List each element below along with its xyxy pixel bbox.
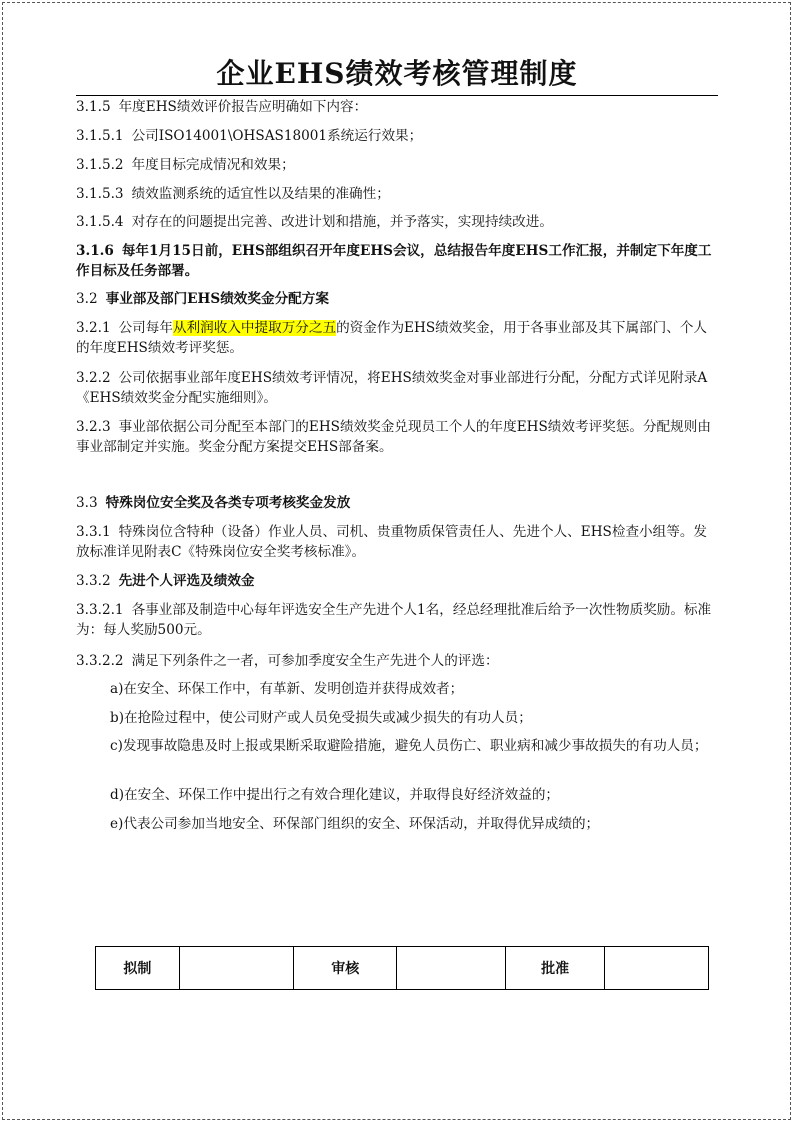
- section-3-2-heading: [76, 289, 720, 309]
- clause-3-2-1: [76, 318, 720, 358]
- clause-text: 先进个人评选及绩效金: [118, 573, 255, 589]
- clause-text: 公司每年: [118, 320, 173, 336]
- condition-c: c)发现事故隐患及时上报或果断采取避险措施，避免人员伤亡、职业病和减少事故损失的有功人员；: [110, 738, 708, 754]
- clause-3-1-5-4: [76, 212, 720, 232]
- clause-number: 3.1.5.3: [76, 186, 124, 202]
- clause-number: 3.1.5.4: [76, 214, 124, 230]
- clause-number: 3.2.3: [76, 419, 111, 435]
- clause-number: 3.1.5.1: [76, 128, 124, 144]
- condition-a: a)在安全、环保工作中，有革新、发明创造并获得成效者；: [110, 681, 464, 697]
- document-title: 企业EHS绩效考核管理制度: [216, 57, 578, 90]
- clause-text: 年度EHS绩效评价报告应明确如下内容：: [118, 99, 368, 115]
- clause-3-1-5: [76, 97, 720, 117]
- clause-3-3-2-1: [76, 600, 720, 640]
- clause-text: 公司ISO14001\OHSAS18001系统运行效果；: [131, 128, 423, 144]
- clause-text: 公司依据事业部年度EHS绩效考评情况，将EHS绩效奖金对事业部进行分配，分配方式详见附录A《EHS绩效奖金分配实施细则》。: [76, 370, 708, 406]
- prepared-label: 拟制: [96, 947, 180, 990]
- clause-number: 3.3.2.1: [76, 602, 124, 618]
- clause-number: 3.3.2.2: [76, 653, 124, 669]
- clause-3-1-5-3: [76, 184, 720, 204]
- reviewed-label: 审核: [294, 947, 397, 990]
- approved-field[interactable]: [605, 947, 709, 990]
- clause-number: 3.3.2: [76, 573, 111, 589]
- reviewed-field[interactable]: [397, 947, 506, 990]
- clause-number: 3.3: [76, 495, 98, 511]
- clause-3-2-2: [76, 368, 720, 408]
- clause-3-3-2: [76, 571, 720, 591]
- clause-text: 满足下列条件之一者，可参加季度安全生产先进个人的评选：: [131, 653, 499, 669]
- condition-d: d)在安全、环保工作中提出行之有效合理化建议，并取得良好经济效益的；: [110, 787, 560, 803]
- highlighted-text: 从利润收入中提取万分之五: [172, 320, 337, 336]
- clause-3-1-5-2: [76, 155, 720, 175]
- clause-number: 3.1.5.2: [76, 157, 124, 173]
- clause-text: 年度目标完成情况和效果；: [131, 157, 295, 173]
- condition-e: e)代表公司参加当地安全、环保部门组织的安全、环保活动，并取得优异成绩的；: [110, 816, 600, 832]
- clause-number: 3.2.2: [76, 370, 111, 386]
- clause-text: 特殊岗位含特种（设备）作业人员、司机、贵重物质保管责任人、先进个人、EHS检查小组等。发放标准详见附表C《特殊岗位安全奖考核标准》。: [76, 524, 708, 560]
- clause-text: 事业部及部门EHS绩效奖金分配方案: [105, 291, 329, 307]
- signoff-table: [95, 946, 709, 990]
- clause-3-1-6: [76, 241, 720, 281]
- section-3-3-heading: [76, 493, 720, 513]
- clause-text: 特殊岗位安全奖及各类专项考核奖金发放: [105, 495, 351, 511]
- clause-number: 3.2: [76, 291, 98, 307]
- clause-3-1-5-1: [76, 126, 720, 146]
- title-divider: [76, 95, 718, 96]
- approved-label: 批准: [505, 947, 604, 990]
- clause-number: 3.1.5: [76, 99, 111, 115]
- condition-b: b)在抢险过程中，使公司财产或人员免受损失或减少损失的有功人员；: [110, 710, 532, 726]
- clause-3-3-1: [76, 522, 720, 562]
- clause-text: 对存在的问题提出完善、改进计划和措施，并予落实，实现持续改进。: [131, 214, 553, 230]
- clause-text: 的资金作为EHS绩效奖金，用于各事业部及其下属部门、个人的年度EHS绩效考评奖惩。: [76, 320, 708, 356]
- clause-3-3-2-2: [76, 651, 720, 671]
- clause-number: 3.3.1: [76, 524, 111, 540]
- clause-3-2-3: [76, 417, 720, 457]
- prepared-field[interactable]: [179, 947, 293, 990]
- clause-text: 各事业部及制造中心每年评选安全生产先进个人1名，经总经理批准后给予一次性物质奖励。标准为：每人奖励500元。: [76, 602, 712, 638]
- clause-text: 绩效监测系统的适宜性以及结果的准确性；: [131, 186, 390, 202]
- clause-number: 3.1.6: [76, 243, 114, 259]
- clause-number: 3.2.1: [76, 320, 111, 336]
- clause-text: 每年1月15日前，EHS部组织召开年度EHS会议，总结报告年度EHS工作汇报，并制定下年度工作目标及任务部署。: [76, 243, 712, 279]
- clause-text: 事业部依据公司分配至本部门的EHS绩效奖金兑现员工个人的年度EHS绩效考评奖惩。分配规则由事业部制定并实施。奖金分配方案提交EHS部备案。: [76, 419, 711, 455]
